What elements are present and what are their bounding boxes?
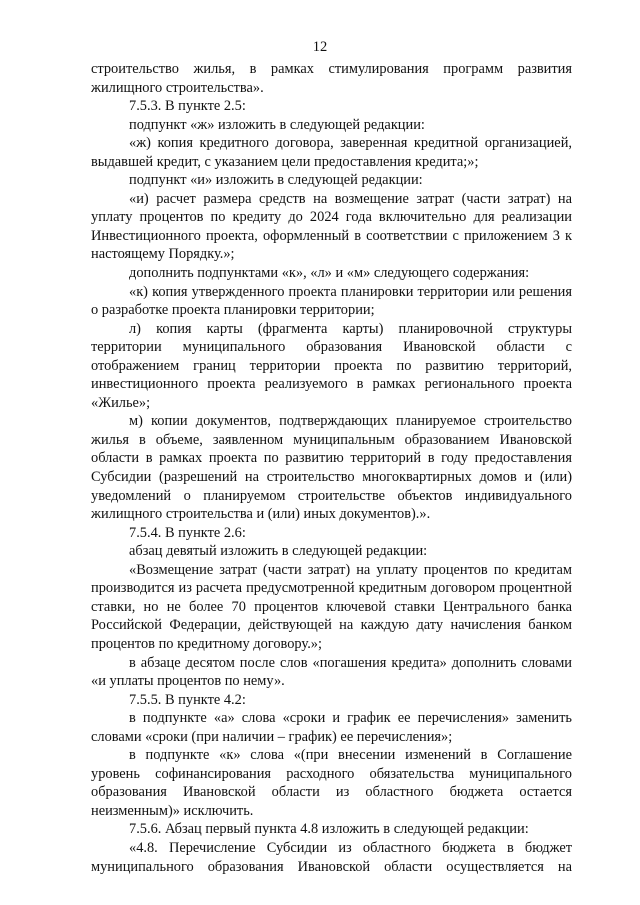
paragraph: «и) расчет размера средств на возмещение затрат (части затрат) на уплату процентов по кредиту до 2024 года включительно для реализации Инвестиционного проекта, оформленный в соответствии с приложением 3 к настоящему Порядку.»; (91, 190, 572, 263)
paragraph: в абзаце десятом после слов «погашения кредита» дополнить словами «и уплаты процентов по нему». (91, 654, 572, 690)
paragraph: подпункт «и» изложить в следующей редакции: (129, 172, 423, 189)
paragraph: строительство жилья, в рамках стимулирования программ развития жилищного строительства». (91, 61, 572, 96)
paragraph: в подпункте «а» слова «сроки и график ее перечисления» заменить словами «сроки (при наличии – график) ее перечисления»; (91, 710, 572, 745)
paragraph: м) копии документов, подтверждающих планируемое строительство жилья в объеме, заявленном муниципальным образованием Ивановской области в рамках проекта по развитию территорий в году предоставления Субсидии (разрешений на строительство многоквартирных домов и (или) уведомлений о планируемом строительстве объектов индивидуального жилищного строительства и (или) иных документов).». (91, 413, 572, 523)
paragraph: л) копия карты (фрагмента карты) планировочной структуры территории муниципального образования Ивановской области с отображением границ территории проекта по развитию территорий, инвестиционного проекта реализуемого в рамках регионального проекта «Жилье»; (91, 320, 572, 411)
paragraph: 7.5.4. В пункте 2.6: (129, 524, 246, 541)
paragraph: 7.5.5. В пункте 4.2: (129, 691, 246, 708)
paragraph: «к) копия утвержденного проекта планировки территории или решения о разработке проекта планировки территории; (91, 283, 572, 319)
paragraph: 7.5.6. Абзац первый пункта 4.8 изложить в следующей редакции: (129, 821, 529, 838)
document-body (91, 60, 572, 876)
paragraph: «ж) копия кредитного договора, заверенная кредитной организацией, выдавшей кредит, с указанием цели предоставления кредита;»; (91, 135, 572, 170)
paragraph: в подпункте «к» слова «(при внесении изменений в Соглашение уровень софинансирования расходного обязательства муниципального образования Ивановской области из областного бюджета остается неизменным)» исключить. (91, 747, 572, 819)
paragraph: «4.8. Перечисление Субсидии из областного бюджета в бюджет муниципального образования Ивановской области осуществляется на (91, 839, 572, 875)
paragraph: абзац девятый изложить в следующей редакции: (129, 543, 428, 560)
paragraph: дополнить подпунктами «к», «л» и «м» следующего содержания: (129, 265, 530, 282)
paragraph: «Возмещение затрат (части затрат) на уплату процентов по кредитам производится из расчета предусмотренной кредитным договором процентной ставки, но не более 70 процентов ключевой ставки Центрального банка Российской Федерации, действующей на каждую дату начисления банком процентов по кредитному договору.»; (91, 561, 572, 652)
paragraph: 7.5.3. В пункте 2.5: (129, 98, 246, 115)
paragraph: подпункт «ж» изложить в следующей редакции: (129, 116, 425, 133)
page-number: 12 (312, 39, 328, 55)
